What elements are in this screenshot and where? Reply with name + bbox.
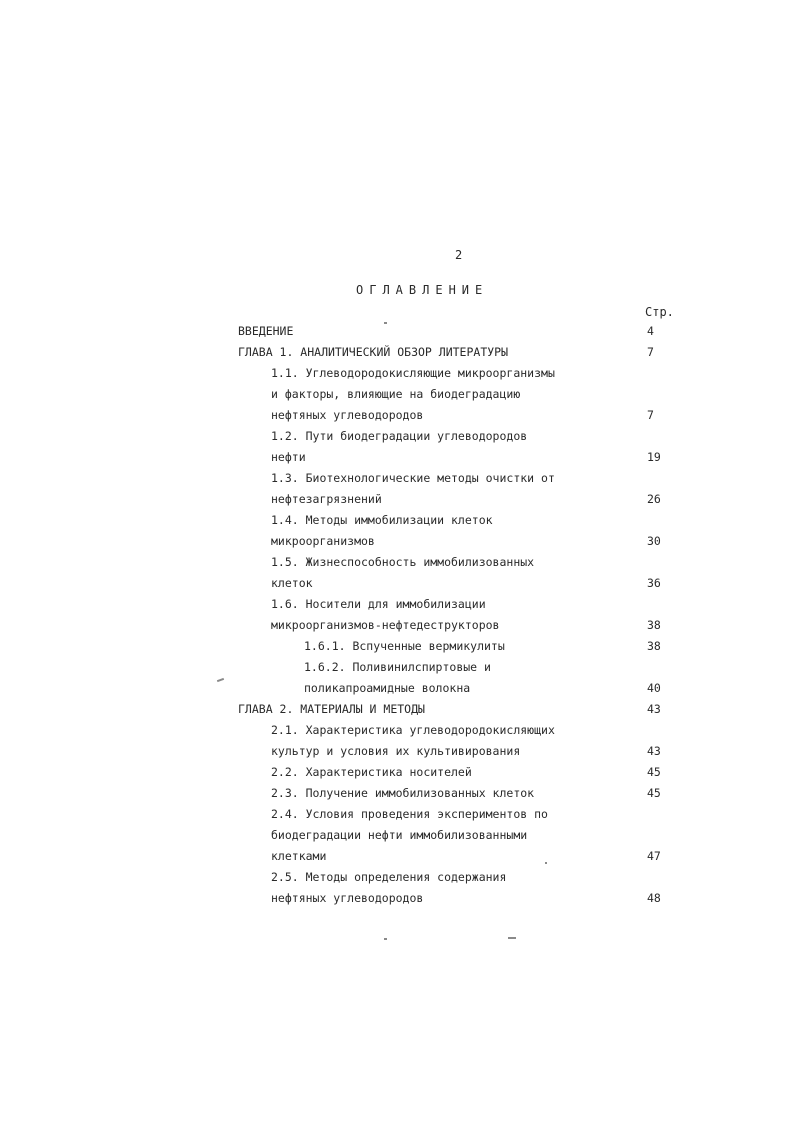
toc-page-1-6-2: 40 (647, 681, 661, 695)
scan-speck (384, 938, 387, 940)
toc-entry-1-1-line-1: 1.1. Углеводородокисляющие микроорганизмы (271, 366, 555, 380)
toc-page-2-1: 43 (647, 744, 661, 758)
scan-speck (545, 862, 547, 864)
toc-entry-introduction: ВВЕДЕНИЕ (238, 324, 294, 338)
toc-entry-2-5-line-1: 2.5. Методы определения содержания (271, 870, 507, 884)
toc-page-1-6: 38 (647, 618, 661, 632)
toc-entry-2-1-line-1: 2.1. Характеристика углеводородокисляющих (271, 723, 555, 737)
toc-page-2-2: 45 (647, 765, 661, 779)
toc-entry-1-6-line-1: 1.6. Носители для иммобилизации (271, 597, 486, 611)
toc-entry-1-4-line-2: микроорганизмов (271, 534, 375, 548)
toc-entry-2-1-line-2: культур и условия их культивирования (271, 744, 521, 758)
scan-speck (384, 322, 387, 324)
page-column-header: Стр. (645, 305, 674, 319)
toc-entry-1-6-2-line-1: 1.6.2. Поливинилспиртовые и (304, 660, 491, 674)
toc-entry-1-2-line-2: нефти (271, 450, 306, 464)
page-number: 2 (455, 248, 463, 262)
toc-entry-1-2-line-1: 1.2. Пути биодеградации углеводородов (271, 429, 528, 443)
toc-entry-1-6-line-2: микроорганизмов-нефтедеструкторов (271, 618, 500, 632)
toc-page-2-3: 45 (647, 786, 661, 800)
toc-entry-1-3-line-1: 1.3. Биотехнологические методы очистки от (271, 471, 555, 485)
toc-entry-1-6-1: 1.6.1. Вспученные вермикулиты (304, 639, 505, 653)
scan-speck (508, 937, 516, 939)
toc-entry-1-4-line-1: 1.4. Методы иммобилизации клеток (271, 513, 493, 527)
toc-page-1-4: 30 (647, 534, 661, 548)
toc-page-1-1: 7 (647, 408, 654, 422)
toc-entry-2-2: 2.2. Характеристика носителей (271, 765, 472, 779)
toc-page-1-5: 36 (647, 576, 661, 590)
toc-page-2-5: 48 (647, 891, 661, 905)
page-title: ОГЛАВЛЕНИЕ (356, 283, 489, 297)
toc-page-chapter-2: 43 (647, 702, 661, 716)
toc-entry-1-1-line-3: нефтяных углеводородов (271, 408, 424, 422)
scan-speck (217, 678, 224, 682)
toc-page-1-3: 26 (647, 492, 661, 506)
toc-entry-1-5-line-1: 1.5. Жизнеспособность иммобилизованных (271, 555, 535, 569)
toc-entry-chapter-1: ГЛАВА 1. АНАЛИТИЧЕСКИЙ ОБЗОР ЛИТЕРАТУРЫ (238, 345, 509, 359)
toc-entry-1-6-2-line-2: поликапроамидные волокна (304, 681, 471, 695)
toc-page-1-2: 19 (647, 450, 661, 464)
toc-entry-2-4-line-2: биодеградации нефти иммобилизованными (271, 828, 528, 842)
toc-page-1-6-1: 38 (647, 639, 661, 653)
toc-entry-2-3: 2.3. Получение иммобилизованных клеток (271, 786, 535, 800)
toc-page-2-4: 47 (647, 849, 661, 863)
toc-page-introduction: 4 (647, 324, 654, 338)
toc-entry-1-3-line-2: нефтезагрязнений (271, 492, 382, 506)
toc-entry-1-5-line-2: клеток (271, 576, 313, 590)
toc-entry-2-4-line-3: клетками (271, 849, 327, 863)
toc-entry-2-4-line-1: 2.4. Условия проведения экспериментов по (271, 807, 548, 821)
toc-page-chapter-1: 7 (647, 345, 654, 359)
toc-entry-chapter-2: ГЛАВА 2. МАТЕРИАЛЫ И МЕТОДЫ (238, 702, 425, 716)
toc-entry-1-1-line-2: и факторы, влияющие на биодеградацию (271, 387, 521, 401)
toc-entry-2-5-line-2: нефтяных углеводородов (271, 891, 424, 905)
